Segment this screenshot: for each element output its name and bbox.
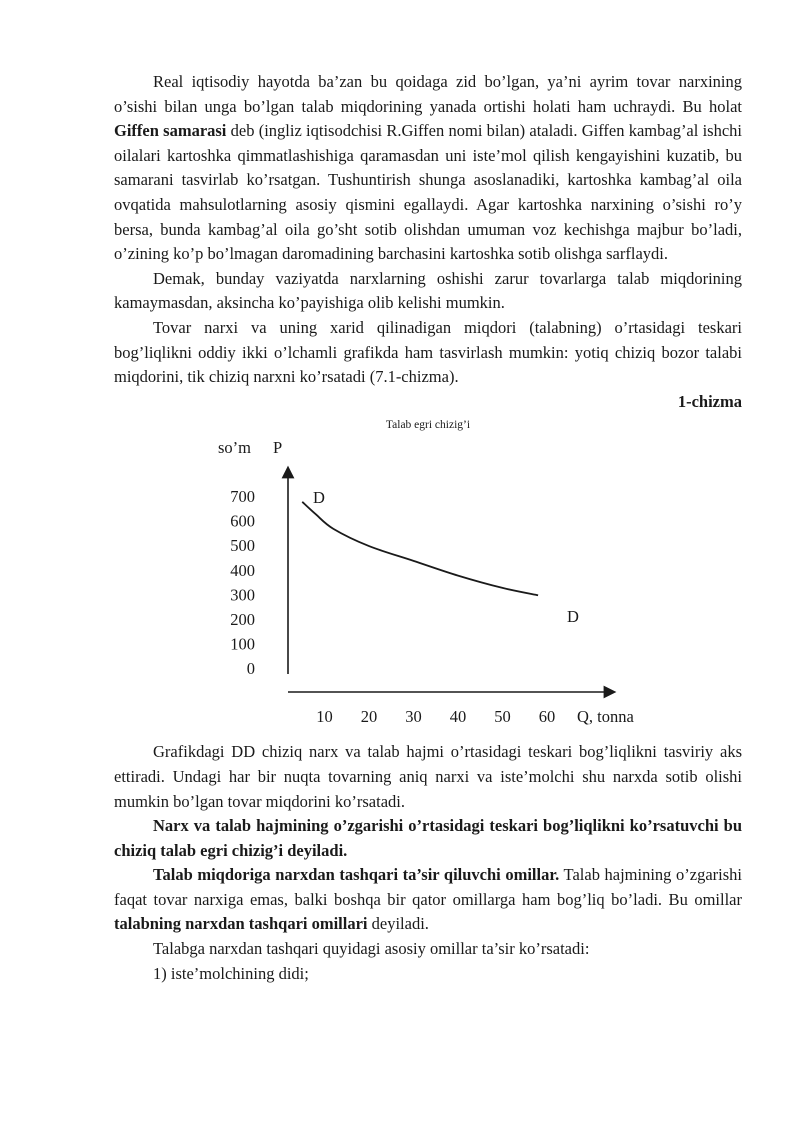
y-tick-label: 0 [246,659,255,679]
x-tick-label: 40 [449,707,467,727]
bold-definition: Narx va talab hajmining o’zgarishi o’rtasidagi teskari bog’liqlikni ko’rsatuvchi bu chiziq talab egri chizig’i deyiladi. [114,816,742,860]
y-tick-labels [230,487,255,678]
bold-term-factors: talabning narxdan tashqari omillari [114,914,368,934]
y-tick-label: 200 [230,610,255,630]
paragraph-conclusion: Demak, bunday vaziyatda narxlarning oshishi zarur tovarlarga talab miqdorining kamaymasdan, aksincha ko’payishiga olib kelishi mumkin. [114,268,742,313]
demand-curve-series-d [302,502,538,595]
x-tick-label: 20 [360,707,378,727]
paragraph-giffen [114,70,742,267]
list-item-taste: 1) iste’molchining didi; [153,963,309,983]
paragraph-factors-intro: Talabga narxdan tashqari quyidagi asosiy omillar ta’sir ko’rsatadi: [153,939,590,959]
paragraph-definition [114,814,742,863]
x-tick-label: 30 [405,707,422,727]
paragraph-graph-intro: Tovar narxi va uning xarid qilinadigan miqdori (talabning) o’rtasidagi teskari bog’liqlikni oddiy ikki o’lchamli grafikda ham tasvirlash mumkin: yotiq chiziq bozor talabi miqdorini, tik chiziq narxni ko’rsatadi (7.1-chizma). [114,317,742,387]
figure-label: 1-chizma [677,391,742,411]
y-axis-label: P [273,438,283,458]
bold-term-giffen: Giffen samarasi [114,121,227,141]
x-axis-label: Q, tonna [577,707,634,727]
document-page [114,70,742,986]
curve-label-end: D [567,607,579,627]
y-tick-label: 500 [230,536,255,556]
x-tick-labels [316,707,555,726]
x-tick-label: 10 [316,707,333,727]
text-run: deyiladi. [367,914,429,934]
text-run: Talab hajmining o’zgarishi faqat tovar narxiga emas, balki boshqa bir qator omillarga ham bog’liq bo’ladi. Bu omillar [114,865,742,909]
y-tick-label: 600 [230,511,255,531]
paragraph-non-price-factors [114,863,742,937]
paragraph-dd-line: Grafikdagi DD chiziq narx va talab hajmi o’rtasidagi teskari bog’liqlikni tasviriy aks ettiradi. Undagi har bir nuqta tovarning aniq narxi va iste’molchi shu narxda sotib olishi mumkin bo’lgan tovar miqdorini ko’rsatadi. [114,742,742,811]
x-tick-label: 60 [538,707,556,727]
bold-heading-factors: Talab miqdoriga narxdan tashqari ta’sir qiluvchi omillar. [153,865,560,885]
y-tick-label: 700 [230,487,255,507]
curve-label-start: D [313,488,325,508]
y-tick-label: 300 [230,585,255,605]
y-axis-unit: so’m [218,438,251,458]
demand-curve-chart [114,414,742,740]
text-run: Real iqtisodiy hayotda ba’zan bu qoidaga zid bo’lgan, ya’ni ayrim tovar narxining o’sishi bilan unga bo’lgan talab miqdorining yanada ortishi holati ham uchraydi. Bu holat [114,72,742,116]
chart-svg [114,414,742,740]
chart-title: Talab egri chizig’i [385,419,471,432]
y-tick-label: 100 [230,634,255,654]
y-tick-label: 400 [230,561,255,581]
text-run: deb (ingliz iqtisodchisi R.Giffen nomi bilan) ataladi. Giffen kambag’al ishchi oilalari kartoshka qimmatlashishiga qaramasdan uni iste’mol qilish kengayishini kuzatib, bu samarani tasvirlab ko’rsatgan. Tushuntirish shunga asoslanadiki, kartoshka kambag’al oila ovqatida mahsulotlarning asosiy qismini egallaydi. Agar kartoshka narxining o’sishi ro’y bersa, bunda kambag’al oila go’sht sotib olishdan umuman voz kechishga majbur bo’ladi, o’zining ko’p bo’lmagan daromadining barchasini kartoshka sotib olishga sarflaydi. [114,121,742,264]
x-tick-label: 50 [494,707,511,727]
